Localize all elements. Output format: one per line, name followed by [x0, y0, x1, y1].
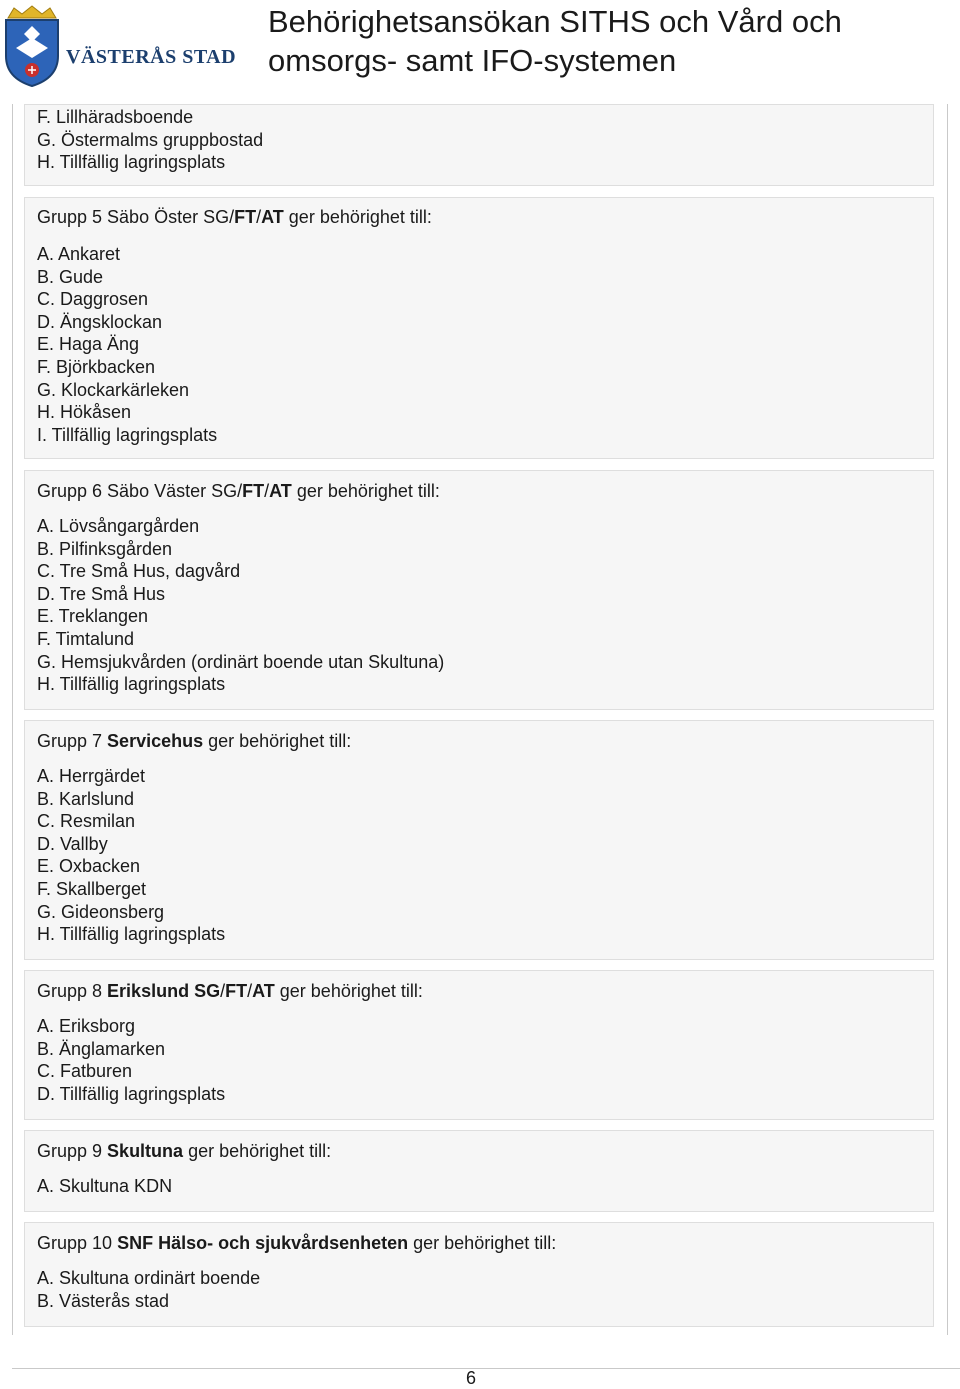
list-item: E. Treklangen [37, 606, 149, 627]
list-item: H. Tillfällig lagringsplats [37, 152, 226, 173]
group-9-list [37, 1175, 172, 1198]
group-6-title: Grupp 6 Säbo Väster SG/FT/AT ger behörighet till: [37, 481, 440, 501]
list-item: F. Timtalund [37, 628, 135, 649]
list-item: F. Skallberget [37, 878, 147, 899]
title-line-2: omsorgs- samt IFO-systemen [268, 43, 677, 78]
list-item: A. Skultuna KDN [37, 1176, 173, 1196]
group-5-title: Grupp 5 Säbo Öster SG/FT/AT ger behörighet till: [37, 207, 432, 227]
list-item: F. Lillhäradsboende [37, 107, 194, 127]
group-6-list [37, 515, 444, 696]
list-item: G. Gideonsberg [37, 901, 165, 922]
page-header [0, 0, 960, 104]
group-8-title: Grupp 8 Erikslund SG/FT/AT ger behörighet till: [37, 981, 423, 1001]
list-item: C. Daggrosen [37, 289, 149, 310]
group-8-list [37, 1015, 225, 1105]
list-item: H. Hökåsen [37, 402, 132, 423]
list-item: A. Herrgärdet [37, 766, 146, 786]
group-10-title: Grupp 10 SNF Hälso- och sjukvårdsenheten ger behörighet till: [37, 1233, 557, 1253]
list-item: A. Eriksborg [37, 1016, 136, 1036]
list-item: B. Västerås stad [37, 1290, 170, 1311]
group-continuation-list [37, 106, 263, 174]
list-item: G. Östermalms gruppbostad [37, 129, 264, 150]
footer-divider [12, 1368, 960, 1369]
page-number: 6 [466, 1368, 477, 1388]
list-item: G. Klockarkärleken [37, 379, 190, 400]
group-5-list [37, 243, 217, 446]
document-title [268, 2, 842, 80]
list-item: D. Ängsklockan [37, 311, 163, 332]
list-item: C. Resmilan [37, 811, 136, 832]
list-item: B. Gude [37, 266, 104, 287]
list-item: D. Tillfällig lagringsplats [37, 1083, 226, 1104]
list-item: G. Hemsjukvården (ordinärt boende utan Skultuna) [37, 651, 445, 672]
list-item: C. Fatburen [37, 1061, 133, 1082]
list-item: F. Björkbacken [37, 356, 156, 377]
coat-of-arms-icon [2, 4, 62, 88]
group-10-list [37, 1267, 260, 1312]
group-9-title: Grupp 9 Skultuna ger behörighet till: [37, 1141, 332, 1161]
vasteras-stad-logo [0, 4, 237, 92]
list-item: D. Vallby [37, 833, 108, 854]
title-line-1: Behörighetsansökan SITHS och Vård och [268, 4, 842, 39]
list-item: E. Oxbacken [37, 856, 141, 877]
org-name: VÄSTERÅS STAD [66, 46, 237, 68]
list-item: E. Haga Äng [37, 334, 140, 355]
list-item: I. Tillfällig lagringsplats [37, 424, 218, 445]
group-7-list [37, 765, 225, 946]
list-item: H. Tillfällig lagringsplats [37, 924, 226, 945]
list-item: B. Änglamarken [37, 1038, 166, 1059]
list-item: A. Ankaret [37, 244, 121, 264]
list-item: A. Skultuna ordinärt boende [37, 1268, 261, 1288]
list-item: H. Tillfällig lagringsplats [37, 674, 226, 695]
list-item: A. Lövsångargården [37, 516, 200, 536]
list-item: D. Tre Små Hus [37, 583, 166, 604]
group-7-title: Grupp 7 Servicehus ger behörighet till: [37, 731, 352, 751]
list-item: C. Tre Små Hus, dagvård [37, 561, 241, 582]
list-item: B. Pilfinksgården [37, 538, 173, 559]
list-item: B. Karlslund [37, 788, 135, 809]
